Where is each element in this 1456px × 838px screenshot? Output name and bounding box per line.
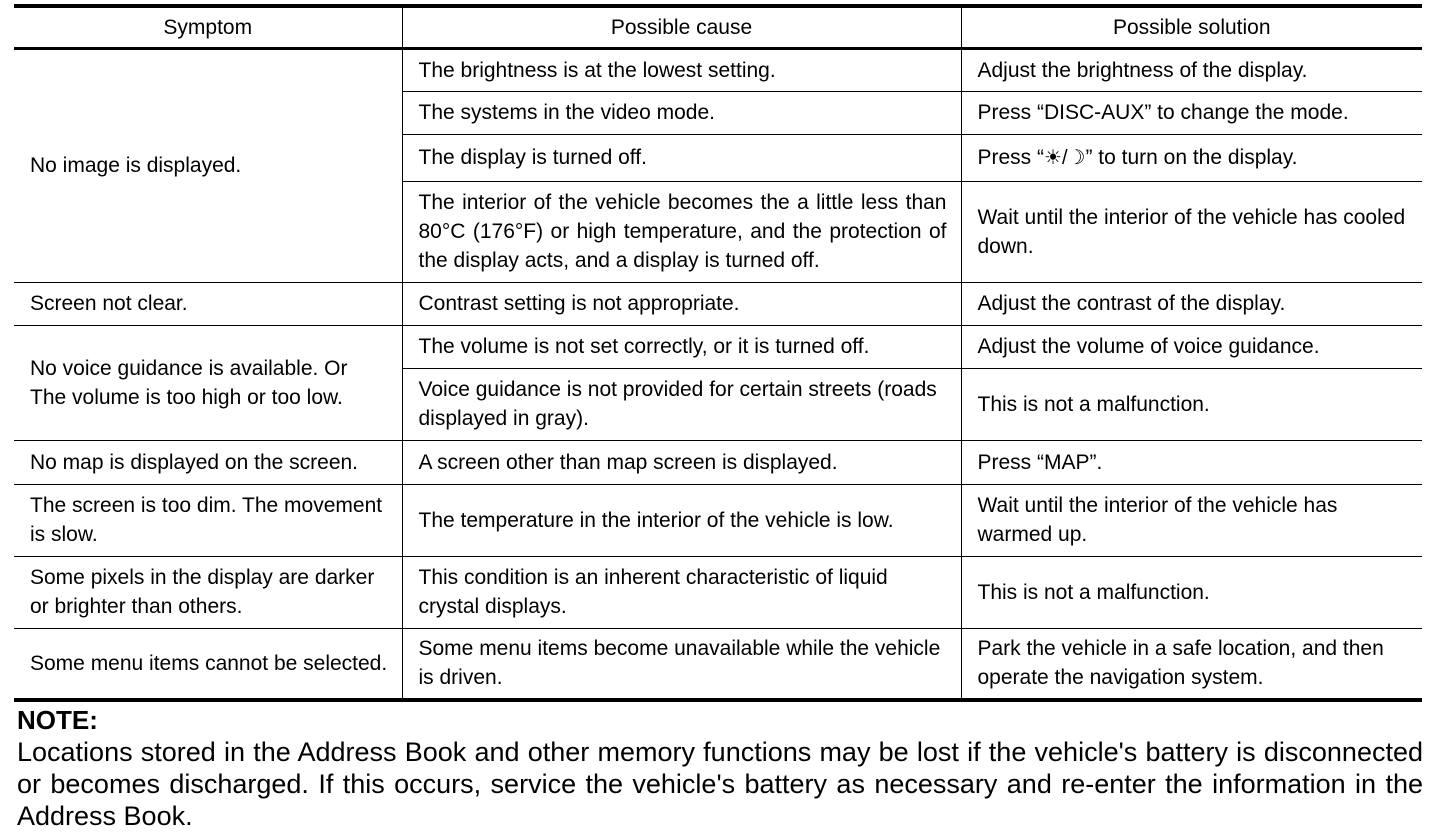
cause-cell: This condition is an inherent characteristic of liquid crystal displays. [402,556,961,628]
header-symptom: Symptom [14,6,402,48]
note-section [17,704,1423,832]
solution-cell [961,134,1422,181]
table-row [14,282,1422,325]
solution-cell: This is not a malfunction. [961,556,1422,628]
table-row [14,48,1422,91]
solution-cell: Adjust the contrast of the display. [961,282,1422,325]
header-possible-cause: Possible cause [402,6,961,48]
solution-prefix: Press “ [977,145,1045,169]
symptom-cell: The screen is too dim. The movement is slow. [14,484,402,556]
symptom-cell: No map is displayed on the screen. [14,440,402,484]
symptom-cell: No image is displayed. [14,48,402,282]
cause-cell: Contrast setting is not appropriate. [402,282,961,325]
symptom-cell: No voice guidance is available. Or The volume is too high or too low. [14,325,402,440]
solution-cell: Wait until the interior of the vehicle has warmed up. [961,484,1422,556]
table-header-row [14,6,1422,48]
solution-cell: Wait until the interior of the vehicle has cooled down. [961,181,1422,282]
table-row [14,484,1422,556]
symptom-cell: Some pixels in the display are darker or brighter than others. [14,556,402,628]
cause-cell: The display is turned off. [402,134,961,181]
cause-cell: Some menu items become unavailable while the vehicle is driven. [402,628,961,700]
solution-cell: Press “DISC-AUX” to change the mode. [961,91,1422,134]
solution-cell: Adjust the brightness of the display. [961,48,1422,91]
note-body: Locations stored in the Address Book and other memory functions may be lost if the vehicle's battery is disconnected or becomes discharged. If this occurs, service the vehicle's battery as necessary and re-enter the information in the Address Book. [17,737,1423,831]
symptom-cell: Some menu items cannot be selected. [14,628,402,700]
header-possible-solution: Possible solution [961,6,1422,48]
cause-cell: The brightness is at the lowest setting. [402,48,961,91]
brightness-night-mode-icon: ☀/☽ [1044,146,1086,169]
table-row [14,325,1422,368]
cause-cell: The volume is not set correctly, or it is turned off. [402,325,961,368]
solution-cell: This is not a malfunction. [961,368,1422,440]
table-row [14,556,1422,628]
troubleshooting-table [14,4,1422,702]
solution-cell: Press “MAP”. [961,440,1422,484]
table-row [14,628,1422,700]
note-title: NOTE: [17,705,98,735]
solution-suffix: ” to turn on the display. [1085,145,1298,169]
symptom-cell: Screen not clear. [14,282,402,325]
cause-cell: The temperature in the interior of the vehicle is low. [402,484,961,556]
solution-cell: Park the vehicle in a safe location, and then operate the navigation system. [961,628,1422,700]
cause-cell: A screen other than map screen is displayed. [402,440,961,484]
solution-cell: Adjust the volume of voice guidance. [961,325,1422,368]
table-row [14,440,1422,484]
cause-cell: The systems in the video mode. [402,91,961,134]
cause-cell: The interior of the vehicle becomes the a little less than 80°C (176°F) or high temperature, and the protection of the display acts, and a display is turned off. [402,181,961,282]
cause-cell: Voice guidance is not provided for certain streets (roads displayed in gray). [402,368,961,440]
